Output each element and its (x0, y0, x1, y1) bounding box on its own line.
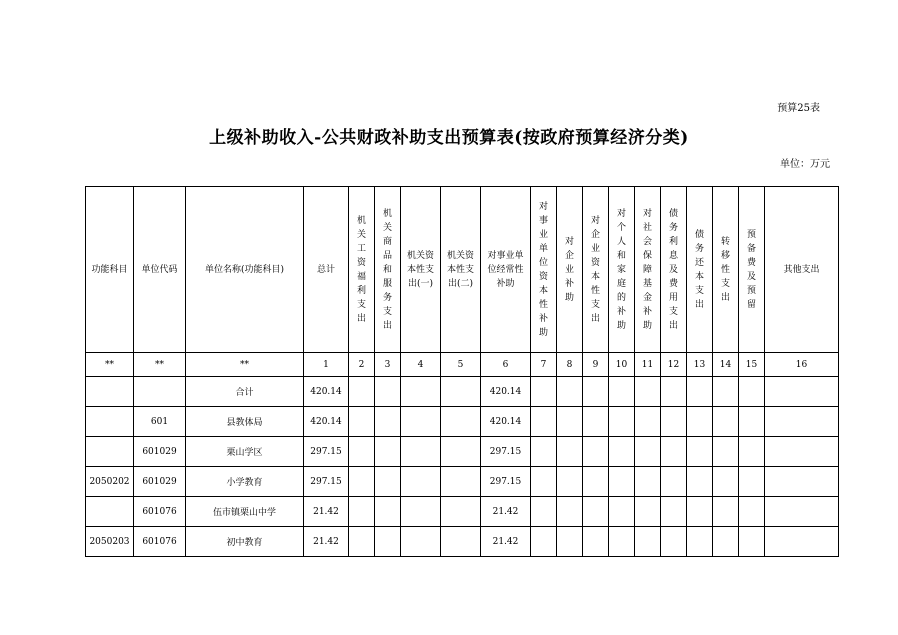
index-cell: ** (186, 353, 304, 377)
table-cell (401, 467, 441, 497)
budget-table (85, 186, 839, 557)
unit-name-cell: 县教体局 (186, 407, 304, 437)
index-cell: 9 (583, 353, 609, 377)
header-row (86, 187, 839, 353)
index-cell: 6 (481, 353, 531, 377)
table-number: 预算25表 (777, 103, 820, 114)
index-cell: ** (134, 353, 186, 377)
func-code-cell (86, 407, 134, 437)
table-cell (531, 437, 557, 467)
unit-code-cell: 601 (134, 407, 186, 437)
table-cell (375, 527, 401, 557)
table-cell (661, 497, 687, 527)
unit-name-cell: 初中教育 (186, 527, 304, 557)
table-cell (609, 467, 635, 497)
header-cell: 对事业单位资本性补助 (531, 187, 557, 353)
table-cell (661, 377, 687, 407)
table-cell (687, 497, 713, 527)
func-code-cell: 2050202 (86, 467, 134, 497)
index-cell: 12 (661, 353, 687, 377)
table-cell (583, 437, 609, 467)
header-cell: 对个人和家庭的补助 (609, 187, 635, 353)
table-cell (765, 497, 839, 527)
header-cell: 转移性支出 (713, 187, 739, 353)
table-cell (635, 497, 661, 527)
table-cell (609, 377, 635, 407)
index-cell: 10 (609, 353, 635, 377)
table-cell (687, 467, 713, 497)
table-cell (349, 407, 375, 437)
unit-name-cell: 小学教育 (186, 467, 304, 497)
table-cell (687, 407, 713, 437)
table-cell (349, 497, 375, 527)
table-cell (739, 407, 765, 437)
unit-name-cell: 伍市镇栗山中学 (186, 497, 304, 527)
total-cell: 21.42 (304, 527, 349, 557)
func-code-cell (86, 497, 134, 527)
header-cell: 机关工资福利支出 (349, 187, 375, 353)
index-cell: 5 (441, 353, 481, 377)
table-cell (635, 467, 661, 497)
institution-subsidy-cell: 420.14 (481, 407, 531, 437)
table-cell (739, 497, 765, 527)
unit-name-cell: 栗山学区 (186, 437, 304, 467)
header-cell: 总计 (304, 187, 349, 353)
table-cell (401, 377, 441, 407)
table-cell (401, 407, 441, 437)
table-cell (635, 407, 661, 437)
index-cell: 3 (375, 353, 401, 377)
func-code-cell: 2050203 (86, 527, 134, 557)
unit-code-cell: 601076 (134, 497, 186, 527)
header-cell: 单位名称(功能科目) (186, 187, 304, 353)
table-cell (583, 467, 609, 497)
table-cell (765, 437, 839, 467)
unit-name-cell: 合计 (186, 377, 304, 407)
table-cell (713, 527, 739, 557)
index-cell: 1 (304, 353, 349, 377)
page-title: 上级补助收入-公共财政补助支出预算表(按政府预算经济分类) (209, 128, 689, 148)
table-cell (583, 377, 609, 407)
table-cell (687, 377, 713, 407)
index-row (86, 353, 839, 377)
table-cell (765, 407, 839, 437)
table-cell (583, 497, 609, 527)
table-cell (765, 377, 839, 407)
index-cell: 14 (713, 353, 739, 377)
total-cell: 420.14 (304, 407, 349, 437)
table-cell (557, 437, 583, 467)
table-cell (687, 437, 713, 467)
table-cell (661, 527, 687, 557)
total-cell: 297.15 (304, 437, 349, 467)
table-cell (401, 437, 441, 467)
unit-code-cell: 601076 (134, 527, 186, 557)
table-cell (713, 377, 739, 407)
table-cell (739, 377, 765, 407)
header-cell: 预备费及预留 (739, 187, 765, 353)
table-cell (583, 407, 609, 437)
header-cell: 单位代码 (134, 187, 186, 353)
header-cell: 机关资本性支出(二) (441, 187, 481, 353)
table-row (86, 467, 839, 497)
institution-subsidy-cell: 420.14 (481, 377, 531, 407)
index-cell: 7 (531, 353, 557, 377)
table-cell (661, 437, 687, 467)
table-cell (713, 407, 739, 437)
index-cell: 4 (401, 353, 441, 377)
institution-subsidy-cell: 297.15 (481, 467, 531, 497)
table-cell (609, 437, 635, 467)
table-cell (441, 527, 481, 557)
func-code-cell (86, 377, 134, 407)
unit-code-cell: 601029 (134, 437, 186, 467)
index-cell: ** (86, 353, 134, 377)
table-cell (635, 527, 661, 557)
table-cell (609, 407, 635, 437)
header-cell: 对企业资本性支出 (583, 187, 609, 353)
table-cell (531, 497, 557, 527)
table-cell (531, 377, 557, 407)
table-cell (531, 527, 557, 557)
header-cell: 债务还本支出 (687, 187, 713, 353)
table-cell (375, 497, 401, 527)
table-body (86, 377, 839, 557)
total-cell: 420.14 (304, 377, 349, 407)
table-cell (687, 527, 713, 557)
index-cell: 13 (687, 353, 713, 377)
index-cell: 2 (349, 353, 375, 377)
table-cell (349, 437, 375, 467)
index-cell: 15 (739, 353, 765, 377)
table-cell (401, 527, 441, 557)
table-cell (739, 437, 765, 467)
table-cell (401, 497, 441, 527)
table-row (86, 437, 839, 467)
unit-code-cell (134, 377, 186, 407)
table-cell (583, 527, 609, 557)
table-cell (713, 437, 739, 467)
header-cell: 对社会保障基金补助 (635, 187, 661, 353)
table-cell (349, 467, 375, 497)
table-cell (713, 497, 739, 527)
table-cell (661, 407, 687, 437)
table-cell (713, 467, 739, 497)
table-cell (765, 467, 839, 497)
table-cell (557, 407, 583, 437)
unit-code-cell: 601029 (134, 467, 186, 497)
table-cell (609, 527, 635, 557)
table-cell (349, 377, 375, 407)
table-cell (557, 527, 583, 557)
total-cell: 21.42 (304, 497, 349, 527)
table-row (86, 497, 839, 527)
table-cell (739, 467, 765, 497)
table-cell (349, 527, 375, 557)
table-cell (531, 407, 557, 437)
table-cell (635, 377, 661, 407)
index-cell: 8 (557, 353, 583, 377)
func-code-cell (86, 437, 134, 467)
header-cell: 对企业补助 (557, 187, 583, 353)
header-cell: 机关资本性支出(一) (401, 187, 441, 353)
table-cell (661, 467, 687, 497)
header-cell: 机关商品和服务支出 (375, 187, 401, 353)
table-cell (441, 497, 481, 527)
table-row (86, 377, 839, 407)
table-cell (375, 467, 401, 497)
table-cell (557, 497, 583, 527)
table-row (86, 527, 839, 557)
table-cell (609, 497, 635, 527)
unit-label: 单位：万元 (780, 159, 830, 170)
institution-subsidy-cell: 21.42 (481, 527, 531, 557)
header-cell: 功能科目 (86, 187, 134, 353)
table-cell (557, 467, 583, 497)
table-cell (441, 377, 481, 407)
table-cell (375, 437, 401, 467)
total-cell: 297.15 (304, 467, 349, 497)
table-cell (531, 467, 557, 497)
institution-subsidy-cell: 297.15 (481, 437, 531, 467)
table-cell (375, 377, 401, 407)
table-cell (557, 377, 583, 407)
index-cell: 11 (635, 353, 661, 377)
header-cell: 其他支出 (765, 187, 839, 353)
index-cell: 16 (765, 353, 839, 377)
institution-subsidy-cell: 21.42 (481, 497, 531, 527)
table-cell (441, 437, 481, 467)
table-cell (375, 407, 401, 437)
header-cell: 债务利息及费用支出 (661, 187, 687, 353)
table-cell (441, 407, 481, 437)
table-cell (739, 527, 765, 557)
table-cell (765, 527, 839, 557)
header-cell: 对事业单位经常性补助 (481, 187, 531, 353)
table-cell (635, 437, 661, 467)
table-cell (441, 467, 481, 497)
table-row (86, 407, 839, 437)
